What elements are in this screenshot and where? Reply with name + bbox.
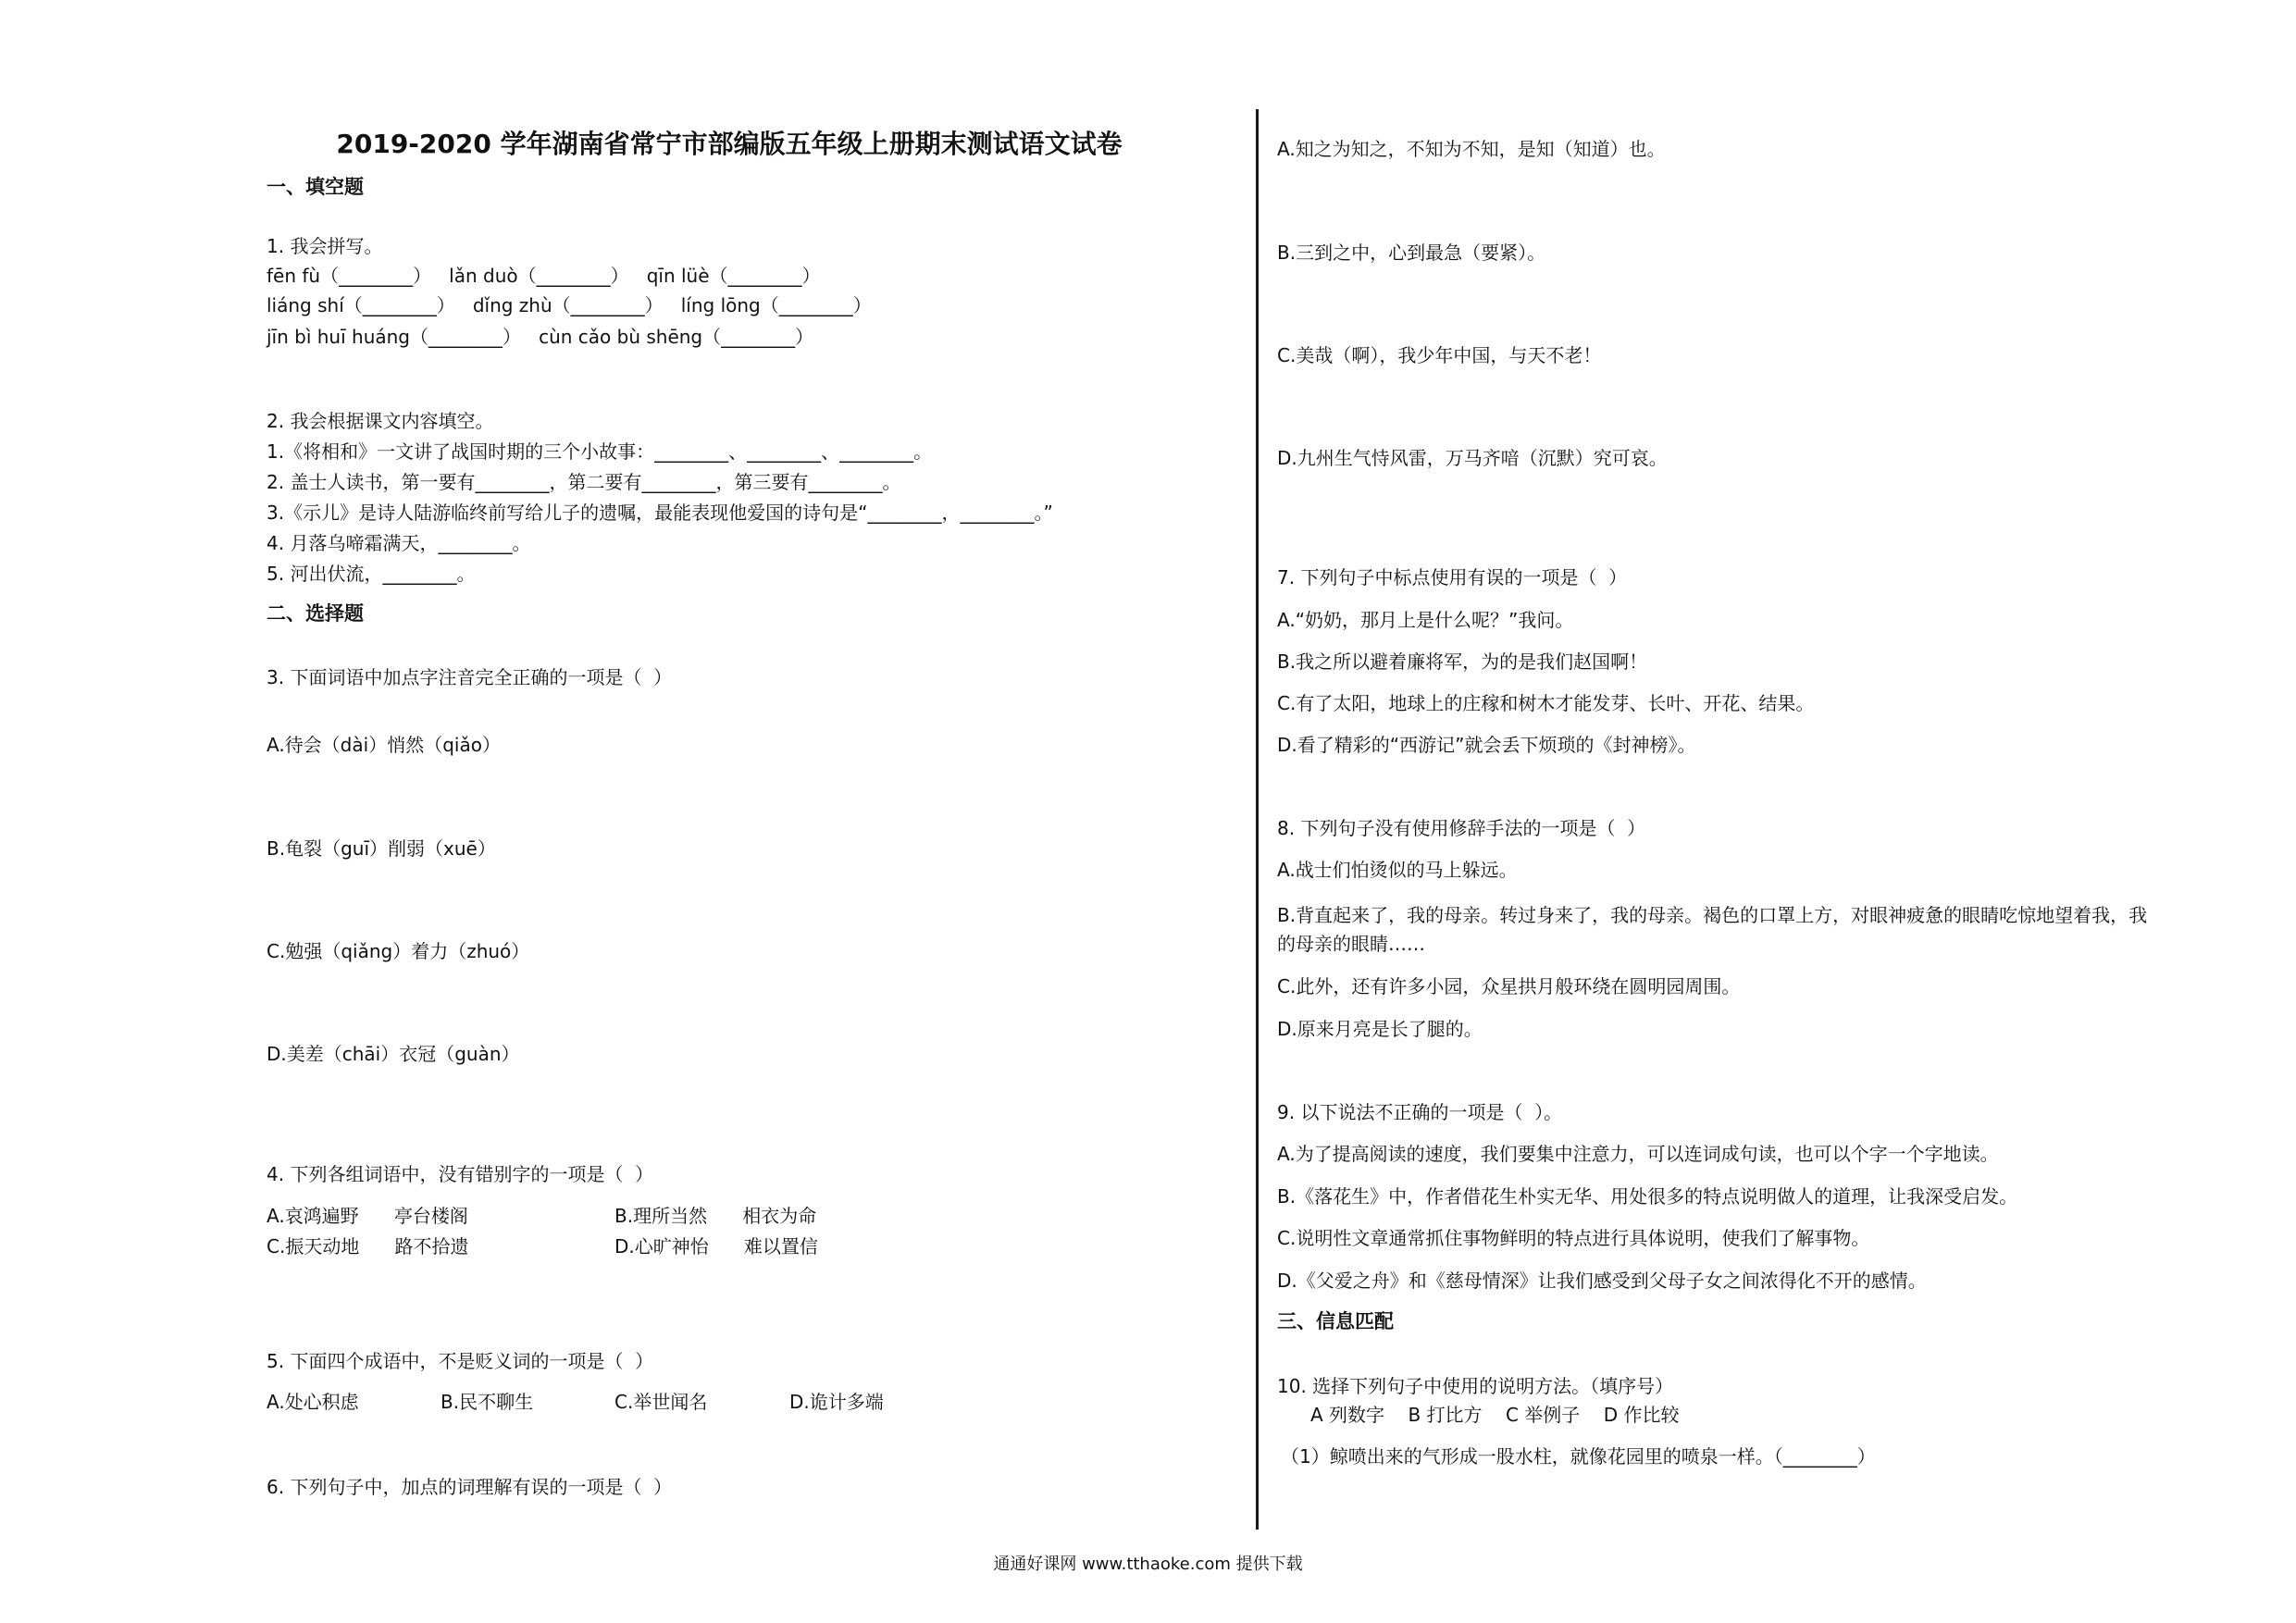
- q3-stem: 3. 下面词语中加点字注音完全正确的一项是（ ）: [267, 666, 673, 688]
- q9-option: D.《父爱之舟》和《慈母情深》让我们感受到父母子女之间浓得化不开的感情。: [1277, 1270, 1927, 1292]
- q9-stem: 9. 以下说法不正确的一项是（ ）。: [1277, 1101, 1563, 1123]
- q1-line: liáng shí（________） dǐng zhù（________） líng lōng（________）: [267, 294, 872, 316]
- q8-option-continued: 的母亲的眼睛……: [1277, 933, 1425, 955]
- q5-option: B.民不聊生: [441, 1391, 534, 1413]
- q8-option: B.背直起来了，我的母亲。转过身来了，我的母亲。褐色的口罩上方，对眼神疲惫的眼睛吃惊地望着我，我: [1277, 904, 2148, 926]
- section-heading-matching: 三、信息匹配: [1277, 1310, 1394, 1332]
- column-divider: [1256, 109, 1259, 1530]
- q7-option: D.看了精彩的“西游记”就会丢下烦琐的《封神榜》。: [1277, 734, 1696, 756]
- q8-stem: 8. 下列句子没有使用修辞手法的一项是（ ）: [1277, 817, 1646, 839]
- q6-option: B.三到之中，心到最急（要紧）。: [1277, 242, 1546, 264]
- q7-option: B.我之所以避着廉将军，为的是我们赵国啊！: [1277, 650, 1648, 673]
- q9-option: B.《落花生》中，作者借花生朴实无华、用处很多的特点说明做人的道理，让我深受启发。: [1277, 1185, 2018, 1208]
- q7-stem: 7. 下列句子中标点使用有误的一项是（ ）: [1277, 566, 1628, 588]
- q4-option: C.振天动地 路不拾遗: [267, 1235, 469, 1258]
- q5-option: C.举世闻名: [614, 1391, 708, 1413]
- q3-option: C.勉强（qiǎng）着力（zhuó）: [267, 940, 530, 962]
- footer-credit: 通通好课网 www.tthaoke.com 提供下载: [993, 1555, 1303, 1574]
- q5-option: D.诡计多端: [789, 1391, 884, 1413]
- q3-option: A.待会（dài）悄然（qiǎo）: [267, 734, 501, 756]
- q6-option: C.美哉（啊），我少年中国，与天不老！: [1277, 344, 1602, 366]
- q1-stem: 1. 我会拼写。: [267, 235, 383, 257]
- q6-stem: 6. 下列句子中，加点的词理解有误的一项是（ ）: [267, 1476, 673, 1498]
- q2-stem: 2. 我会根据课文内容填空。: [267, 410, 494, 432]
- q4-option: B.理所当然 相衣为命: [614, 1205, 817, 1227]
- q7-option: A.“奶奶，那月上是什么呢？”我问。: [1277, 609, 1574, 631]
- q4-option: D.心旷神怡 难以置信: [614, 1235, 818, 1258]
- q8-option: A.战士们怕烫似的马上躲远。: [1277, 859, 1518, 881]
- q1-line: fēn fù（________） lǎn duò（________） qīn lüè（________）: [267, 265, 821, 287]
- q8-option: D.原来月亮是长了腿的。: [1277, 1018, 1483, 1040]
- q6-option: D.九州生气恃风雷，万马齐喑（沉默）究可哀。: [1277, 447, 1668, 469]
- q2-line: 3.《示儿》是诗人陆游临终前写给儿子的遗嘱，最能表现他爱国的诗句是“________，________。”: [267, 502, 1053, 524]
- section-heading-choice: 二、选择题: [267, 602, 364, 625]
- q2-line: 5. 河出伏流，________。: [267, 563, 476, 585]
- q10-item: （1）鲸喷出来的气形成一股水柱，就像花园里的喷泉一样。（________）: [1281, 1445, 1876, 1468]
- q9-option: A.为了提高阅读的速度，我们要集中注意力，可以连词成句读，也可以个字一个字地读。: [1277, 1143, 1999, 1165]
- q10-stem: 10. 选择下列句子中使用的说明方法。（填序号）: [1277, 1375, 1674, 1397]
- q10-methods: A 列数字 B 打比方 C 举例子 D 作比较: [1310, 1404, 1680, 1426]
- q4-stem: 4. 下列各组词语中，没有错别字的一项是（ ）: [267, 1163, 654, 1185]
- q3-option: B.龟裂（guī）削弱（xuē）: [267, 837, 496, 860]
- q1-line: jīn bì huī huáng（________） cùn cǎo bù shēng（________）: [267, 326, 814, 348]
- q5-stem: 5. 下面四个成语中，不是贬义词的一项是（ ）: [267, 1350, 654, 1372]
- q7-option: C.有了太阳，地球上的庄稼和树木才能发芽、长叶、开花、结果。: [1277, 692, 1815, 714]
- q6-option: A.知之为知之，不知为不知，是知（知道）也。: [1277, 138, 1666, 160]
- q4-option: A.哀鸿遍野 亭台楼阁: [267, 1205, 468, 1227]
- q3-option: D.美差（chāi）衣冠（guàn）: [267, 1043, 520, 1065]
- q2-line: 2. 盖士人读书，第一要有________，第二要有________，第三要有________。: [267, 471, 901, 493]
- q8-option: C.此外，还有许多小园，众星拱月般环绕在圆明园周围。: [1277, 975, 1741, 997]
- q5-option: A.处心积虑: [267, 1391, 359, 1413]
- q2-line: 4. 月落乌啼霜满天，________。: [267, 532, 531, 554]
- section-heading-fill-blank: 一、填空题: [267, 176, 364, 198]
- q2-line: 1.《将相和》一文讲了战国时期的三个小故事：________、________、________。: [267, 440, 933, 463]
- q9-option: C.说明性文章通常抓住事物鲜明的特点进行具体说明，使我们了解事物。: [1277, 1227, 1870, 1249]
- page-title: 2019-2020 学年湖南省常宁市部编版五年级上册期末测试语文试卷: [336, 129, 1123, 159]
